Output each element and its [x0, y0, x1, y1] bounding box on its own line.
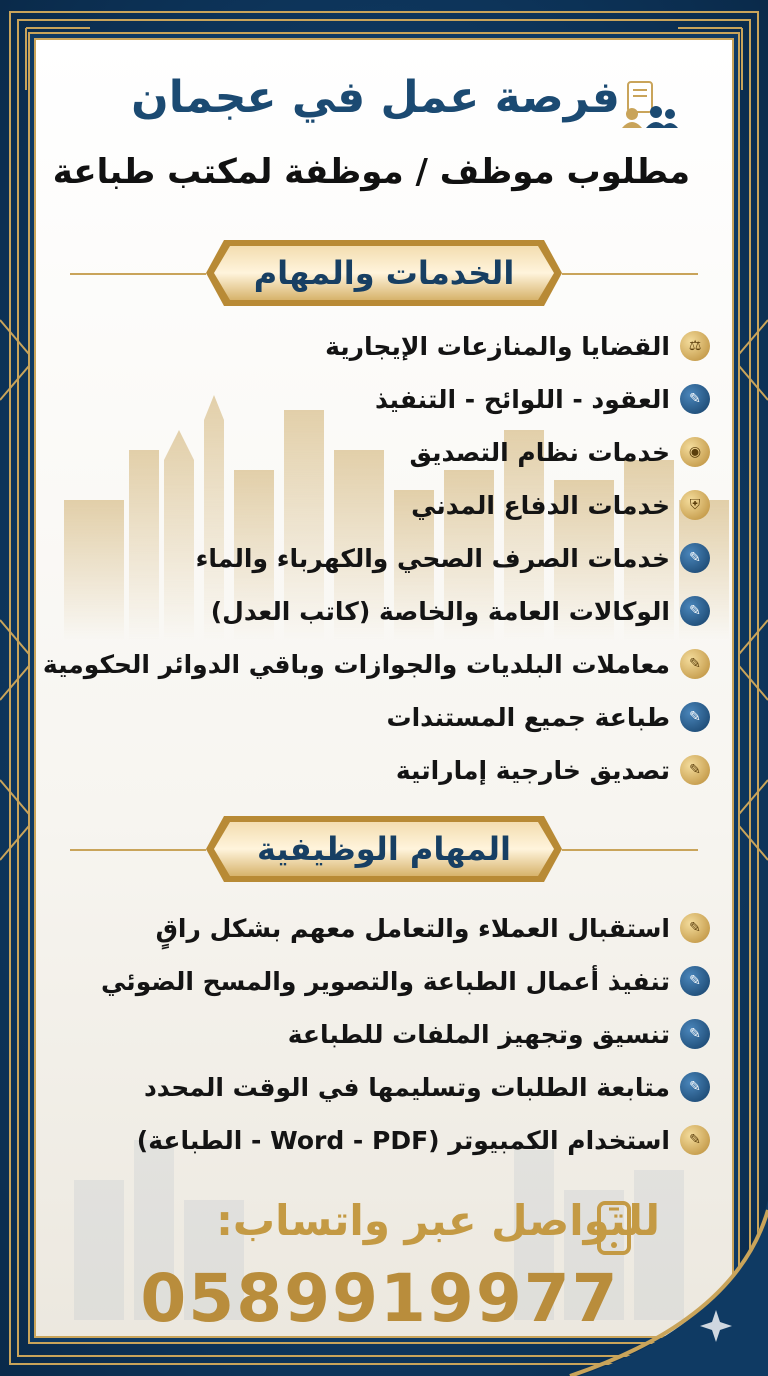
list-item: [60, 1010, 710, 1058]
list-item-label: الوكالات العامة والخاصة (كاتب العدل): [210, 596, 670, 626]
document-icon: ✎: [680, 913, 710, 943]
list-item-label: القضايا والمنازعات الإيجارية: [325, 331, 670, 361]
duties-heading-ribbon: [204, 814, 564, 884]
pen-icon: ✎: [680, 543, 710, 573]
scales-icon: ⚖: [680, 331, 710, 361]
heading-divider-left: [70, 273, 206, 275]
list-item: [60, 957, 710, 1005]
page-title: فرصة عمل في عجمان: [131, 72, 620, 123]
heading-divider-right: [562, 849, 698, 851]
list-item-label: طباعة جميع المستندات: [386, 702, 670, 732]
list-item-label: متابعة الطلبات وتسليمها في الوقت المحدد: [143, 1072, 670, 1102]
services-heading: الخدمات والمهام: [253, 254, 515, 292]
document-icon: ✎: [680, 1019, 710, 1049]
document-icon: ✎: [680, 966, 710, 996]
corner-swoosh-decoration: [540, 1200, 768, 1376]
document-icon: ✎: [680, 755, 710, 785]
list-item: [60, 481, 710, 529]
list-item: [60, 746, 710, 794]
list-item-label: خدمات نظام التصديق: [409, 437, 670, 467]
list-item-label: تنسيق وتجهيز الملفات للطباعة: [287, 1019, 670, 1049]
list-item: [60, 693, 710, 741]
list-item: [60, 375, 710, 423]
shield-icon: ⛨: [680, 490, 710, 520]
contact-label: للتواصل عبر واتساب:: [216, 1196, 660, 1245]
document-icon: ✎: [680, 384, 710, 414]
list-item-label: تصديق خارجية إماراتية: [395, 755, 670, 785]
list-item-label: خدمات الصرف الصحي والكهرباء والماء: [195, 543, 670, 573]
list-item: [60, 534, 710, 582]
list-item: [60, 587, 710, 635]
list-item: [42, 640, 710, 688]
list-item: [60, 1116, 710, 1164]
list-item: [60, 322, 710, 370]
seal-icon: ◉: [680, 437, 710, 467]
list-item-label: استخدام الكمبيوتر (Word - PDF - الطباعة): [136, 1125, 670, 1155]
list-item: [60, 904, 710, 952]
phone-number[interactable]: 0589919977: [140, 1260, 620, 1337]
list-item-label: خدمات الدفاع المدني: [411, 490, 670, 520]
heading-divider-right: [562, 273, 698, 275]
list-item-label: العقود - اللوائح - التنفيذ: [375, 384, 670, 414]
document-icon: ✎: [680, 1072, 710, 1102]
list-item-label: تنفيذ أعمال الطباعة والتصوير والمسح الضوئي: [101, 966, 670, 996]
document-icon: ✎: [680, 596, 710, 626]
document-icon: ✎: [680, 649, 710, 679]
list-item-label: معاملات البلديات والجوازات وباقي الدوائر الحكومية: [42, 649, 670, 679]
list-item: [60, 428, 710, 476]
page-subtitle: مطلوب موظف / موظفة لمكتب طباعة: [52, 152, 690, 192]
services-heading-ribbon: [204, 238, 564, 308]
document-icon: ✎: [680, 1125, 710, 1155]
list-item-label: استقبال العملاء والتعامل معهم بشكل راقٍ: [155, 913, 670, 943]
heading-divider-left: [70, 849, 206, 851]
document-icon: ✎: [680, 702, 710, 732]
job-seekers-icon: [620, 80, 678, 130]
list-item: [60, 1063, 710, 1111]
duties-heading: المهام الوظيفية: [257, 830, 511, 868]
